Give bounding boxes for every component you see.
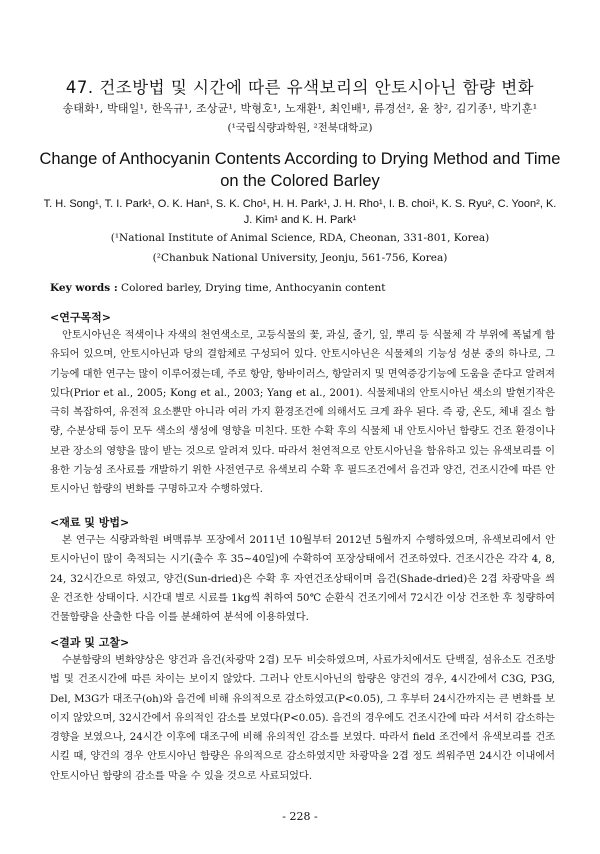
korean-title: 47. 건조방법 및 시간에 따른 유색보리의 안토시아닌 함량 변화 xyxy=(65,78,535,97)
methods-body: 본 연구는 식량과학원 벼맥류부 포장에서 2011년 10월부터 2012년 5월까지 수행하였으며, 유색보리에서 안토시아닌이 많이 축적되는 시기(출수 후 35~40일)에 수확하여 포장상태에서 건조하였다. 건조시간은 각각 4, 8, 24, 32시간으로 하였고, 양건(Sun-dried)은 수확 후 자연건조상태이며 음건(Shade-dried)은 2겹 차광막을 씌운 건조한 상태이다. 시간대 별로 시료를 1kg씩 취하여 50℃ 순환식 건조기에서 72시간 이상 건조한 후 칭량하여 건물함량을 산출한 다음 이를 분쇄하여 분석에 이용하였다. xyxy=(50,535,555,624)
objective-heading: <연구목적> xyxy=(50,311,111,324)
korean-affiliation: (¹국립식량과학원, ²전북대학교) xyxy=(227,122,373,134)
methods-heading: <재료 및 방법> xyxy=(50,516,130,529)
english-affiliation-1: (¹National Institute of Animal Science, RDA, Cheonan, 331-801, Korea) xyxy=(110,232,490,244)
results-body: 수분함량의 변화양상은 양건과 음건(차광막 2겹) 모두 비슷하였으며, 사료가치에서도 단백질, 섬유소도 건조방법 및 건조시간에 따른 차이는 보이지 않았다. 그러나 안토시아닌의 함량은 양건의 경우, 4시간에서 C3G, P3G, Del, M3G가 대조구(oh)와 음건에 비해 유의적으로 감소하였고(P<0.05), 그 후부터 24시간까지는 큰 변화를 보이지 않았으며, 32시간에서 유의적인 감소를 보였다(P<0.05). 음건의 경우에도 건조시간에 따라 서서히 감소하는 경향을 보였으나, 24시간 이후에 대조구에 비해 유의적인 감소를 보였다. 따라서 field 조건에서 유색보리를 건조시킬 때, 양건의 경우 안토시아닌 함량은 유의적으로 감소하였지만 차광막을 2겹 정도 씌워주면 24시간 이내에서 안토시아닌 함량의 감소를 막을 수 있을 것으로 사료되었다. xyxy=(50,655,555,782)
page-number: - 228 - xyxy=(282,810,318,823)
keywords-label: Key words : xyxy=(50,282,118,294)
english-authors: T. H. Song¹, T. I. Park¹, O. K. Han¹, S. K. Cho¹, H. H. Park¹, J. H. Rho¹, I. B. choi¹, K. S. Ryu², C. Yoon², K. J. Kim¹ and K. H. Park¹ xyxy=(43,198,557,226)
keywords-text: Colored barley, Drying time, Anthocyanin content xyxy=(121,282,386,294)
korean-authors: 송태화¹, 박태일¹, 한옥규¹, 조상균¹, 박형호¹, 노재환¹, 최인배¹, 류경선², 윤 창², 김기종¹, 박기훈¹ xyxy=(62,102,538,115)
objective-body: 안토시아닌은 적색이나 자색의 천연색소로, 고등식물의 꽃, 과실, 줄기, 잎, 뿌리 등 식물체 각 부위에 폭넓게 함유되어 있으며, 안토시아닌과 당의 결합체로 구성되어 있다. 안토시아닌은 식물체의 기능성 성분 중의 하나로, 그 기능에 대한 연구는 많이 이루어졌는데, 주로 항암, 항바이러스, 항알러지 및 면역증강기능에 도움을 준다고 알려져 있다(Prior et al., 2005; Kong et al., 2003; Yang et al., 2001). 식물체내의 안토시아닌 색소의 발현기작은 극히 복잡하여, 유전적 요소뿐만 아니라 여러 가지 환경조건에 의해서도 크게 좌우 된다. 즉 광, 온도, 체내 질소 함량, 수분상태 등이 모두 색소의 생성에 영향을 미친다. 또한 수확 후의 식물체 내 안토시아닌 함량도 건조 환경이나 보관 장소의 영향을 많이 받는 것으로 알려져 있다. 따라서 천연적으로 안토시아닌을 함유하고 있는 유색보리를 이용한 기능성 조사료를 개발하기 위한 사전연구로 유색보리 수확 후 필드조건에서 음건과 양건, 건조시간에 따른 안토시아닌 함량의 변화를 구명하고자 수행하였다. xyxy=(50,330,555,496)
results-heading: <결과 및 고찰> xyxy=(50,636,130,649)
keywords-line xyxy=(50,282,560,294)
english-affiliation-2: (²Chanbuk National University, Jeonju, 561-756, Korea) xyxy=(152,252,448,264)
english-title: Change of Anthocyanin Contents According to Drying Method and Time on the Colored Barley xyxy=(39,150,561,190)
